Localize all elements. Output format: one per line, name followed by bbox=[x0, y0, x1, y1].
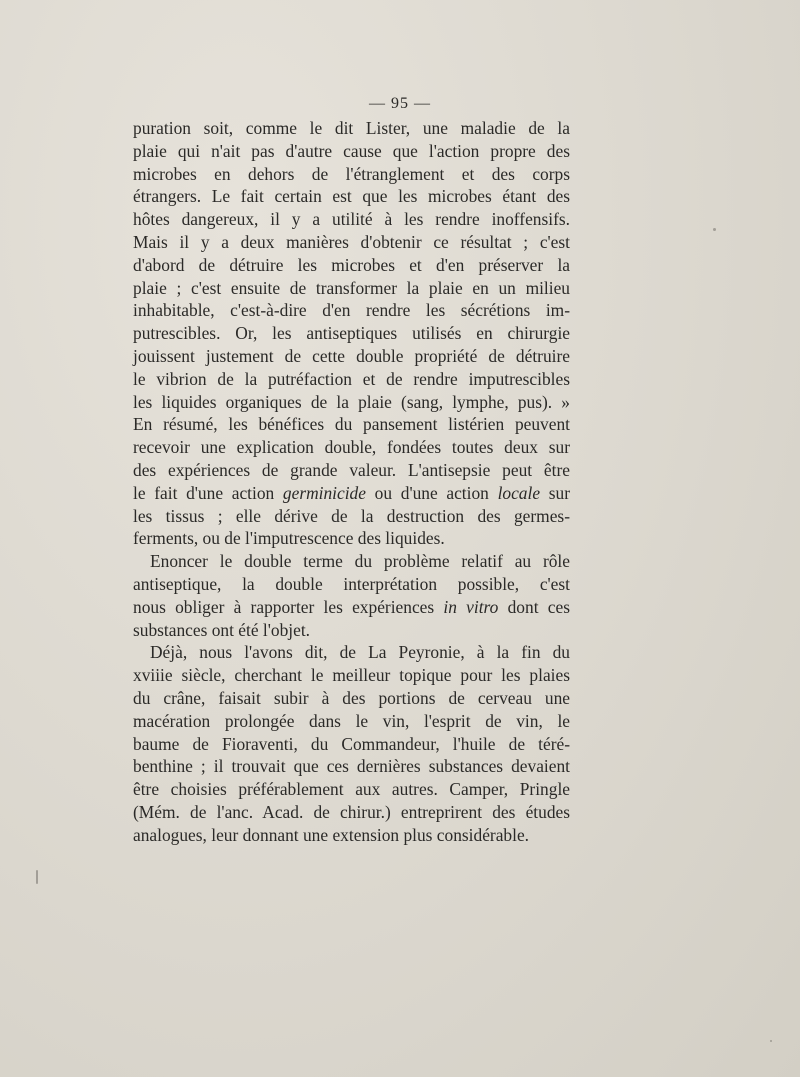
text-line bbox=[133, 482, 570, 505]
text-line: les tissus ; elle dérive de la destruction des germes- bbox=[133, 505, 570, 526]
paper-speck bbox=[36, 870, 38, 884]
body-text bbox=[133, 117, 570, 847]
text-line: d'abord de détruire les microbes et d'en préserver la bbox=[133, 254, 570, 275]
text-line: (Mém. de l'anc. Acad. de chirur.) entreprirent des études bbox=[133, 801, 570, 822]
paper-speck bbox=[770, 1040, 772, 1042]
text-segment: le fait d'une action bbox=[133, 482, 283, 503]
text-line: putrescibles. Or, les antiseptiques utilisés en chirurgie bbox=[133, 323, 570, 344]
text-segment: dont ces bbox=[498, 596, 570, 617]
italic-term: germinicide bbox=[282, 482, 366, 503]
text-line: du crâne, faisait subir à des portions de cerveau une bbox=[133, 687, 570, 708]
text-line: étrangers. Le fait certain est que les microbes étant des bbox=[133, 186, 570, 207]
text-line: baume de Fioraventi, du Commandeur, l'huile de téré- bbox=[133, 733, 570, 754]
paper-speck bbox=[713, 228, 716, 231]
text-line: Mais il y a deux manières d'obtenir ce résultat ; c'est bbox=[133, 231, 570, 252]
italic-term: locale bbox=[497, 482, 541, 503]
text-line: inhabitable, c'est-à-dire d'en rendre les sécrétions im- bbox=[133, 300, 570, 321]
text-line: puration soit, comme le dit Lister, une maladie de la bbox=[133, 118, 570, 138]
text-line: Enoncer le double terme du problème relatif au rôle bbox=[150, 551, 570, 572]
text-line: macération prolongée dans le vin, l'esprit de vin, le bbox=[133, 710, 570, 731]
text-line: En résumé, les bénéfices du pansement listérien peuvent bbox=[133, 414, 570, 435]
text-segment: sur bbox=[540, 482, 571, 503]
text-line: des expériences de grande valeur. L'antisepsie peut être bbox=[133, 459, 570, 480]
page-number: — 95 — bbox=[369, 95, 431, 112]
italic-term: in vitro bbox=[443, 596, 499, 617]
text-line: plaie ; c'est ensuite de transformer la plaie en un milieu bbox=[133, 277, 570, 298]
text-line: analogues, leur donnant une extension plus considérable. bbox=[133, 824, 530, 845]
text-line: antiseptique, la double interprétation possible, c'est bbox=[133, 573, 570, 594]
text-line: hôtes dangereux, il y a utilité à les rendre inoffensifs. bbox=[133, 209, 570, 230]
text-line: xviiie siècle, cherchant le meilleur topique pour les plaies bbox=[133, 665, 570, 686]
text-segment: nous obliger à rapporter les expériences bbox=[133, 596, 444, 617]
text-line: les liquides organiques de la plaie (sang, lymphe, pus). » bbox=[133, 391, 570, 412]
text-line: le vibrion de la putréfaction et de rendre imputrescibles bbox=[133, 368, 570, 389]
text-segment: ou d'une action bbox=[365, 482, 498, 503]
text-line: microbes en dehors de l'étranglement et des corps bbox=[133, 163, 570, 184]
text-line: être choisies préférablement aux autres. Camper, Pringle bbox=[133, 779, 570, 800]
text-line: plaie qui n'ait pas d'autre cause que l'action propre des bbox=[133, 140, 570, 161]
text-line: Déjà, nous l'avons dit, de La Peyronie, à la fin du bbox=[150, 642, 570, 663]
text-line: jouissent justement de cette double propriété de détruire bbox=[133, 345, 570, 366]
text-line: ferments, ou de l'imputrescence des liquides. bbox=[133, 528, 445, 549]
text-line: substances ont été l'objet. bbox=[133, 619, 310, 640]
text-line bbox=[133, 596, 570, 619]
text-line: recevoir une explication double, fondées toutes deux sur bbox=[133, 437, 570, 458]
text-line: benthine ; il trouvait que ces dernières substances devaient bbox=[133, 756, 570, 777]
